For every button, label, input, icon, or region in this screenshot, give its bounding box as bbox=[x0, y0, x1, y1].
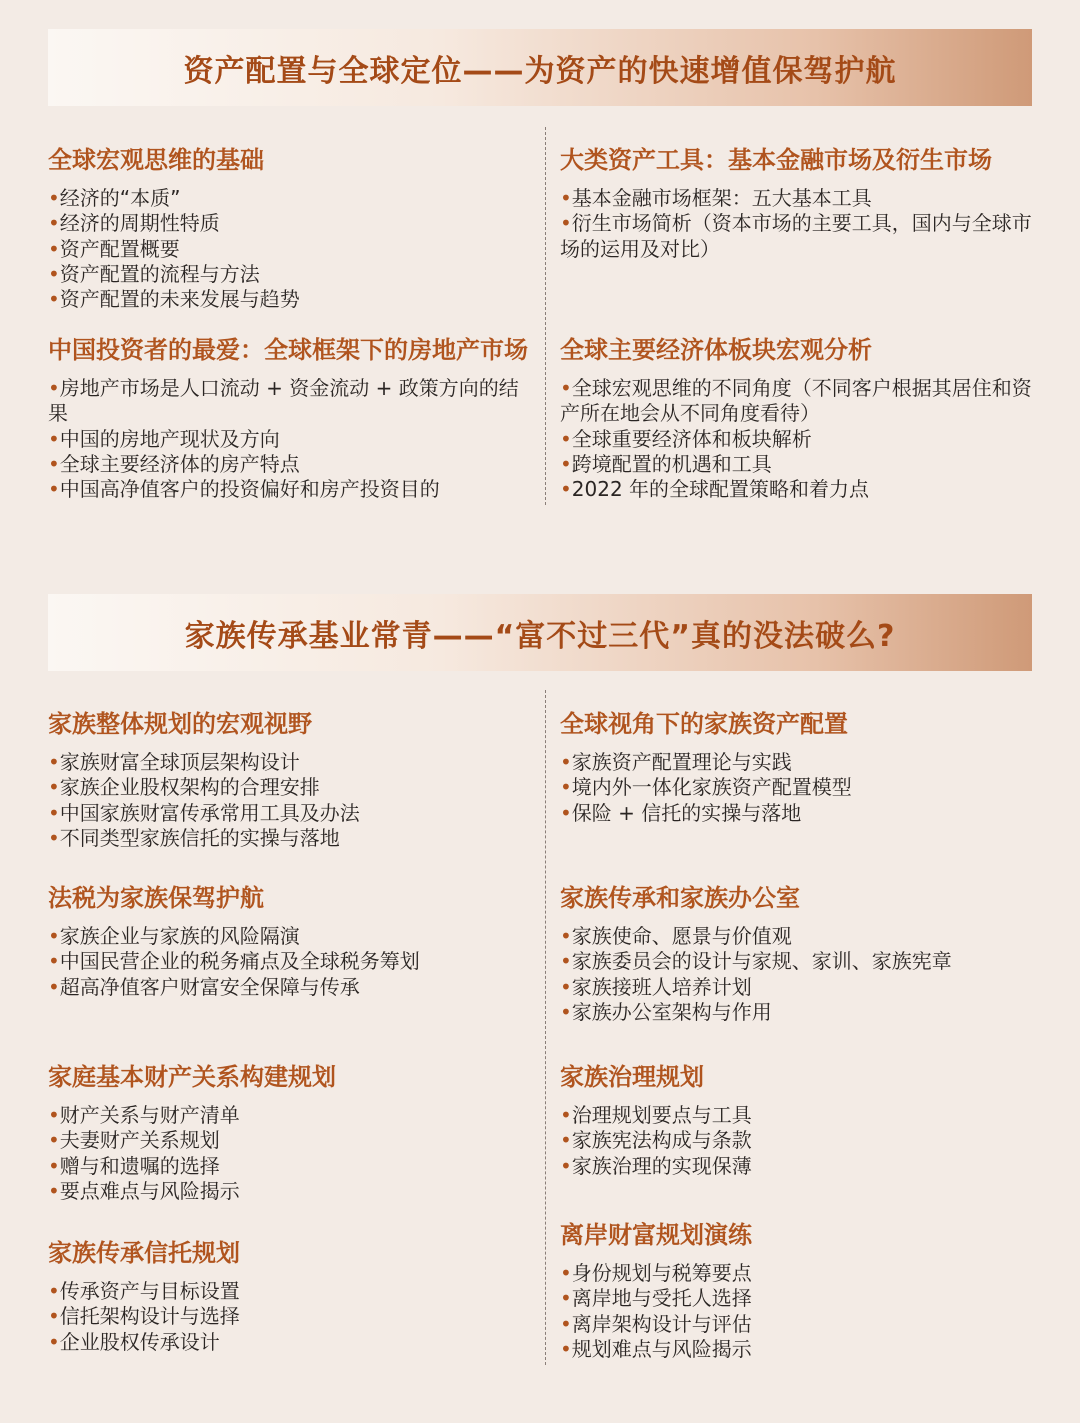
block-family-trust bbox=[48, 1237, 538, 1355]
list-item: • 不同类型家族信托的实操与落地 bbox=[48, 826, 538, 851]
block-title: 离岸财富规划演练 bbox=[560, 1221, 752, 1249]
item-list bbox=[48, 750, 538, 851]
list-item: • 家族接班人培养计划 bbox=[560, 975, 1040, 1000]
list-item: • 家族委员会的设计与家规、家训、家族宪章 bbox=[560, 949, 1040, 974]
block-title: 家族传承信托规划 bbox=[48, 1239, 240, 1267]
block-family-asset-allocation bbox=[560, 708, 1040, 826]
block-family-planning bbox=[48, 708, 538, 851]
block-title: 家庭基本财产关系构建规划 bbox=[48, 1063, 336, 1091]
list-item: • 经济的周期性特质 bbox=[48, 211, 538, 236]
list-item: • 家族财富全球顶层架构设计 bbox=[48, 750, 538, 775]
list-item: • 离岸地与受托人选择 bbox=[560, 1286, 1040, 1311]
item-list bbox=[560, 186, 1040, 262]
block-real-estate bbox=[48, 334, 538, 502]
item-list bbox=[560, 1103, 1040, 1179]
list-item: • 要点难点与风险揭示 bbox=[48, 1179, 538, 1204]
list-item: • 规划难点与风险揭示 bbox=[560, 1337, 1040, 1362]
list-item: • 传承资产与目标设置 bbox=[48, 1279, 538, 1304]
list-item: • 经济的“本质” bbox=[48, 186, 538, 211]
list-item: • 全球主要经济体的房产特点 bbox=[48, 452, 538, 477]
list-item: • 家族治理的实现保薄 bbox=[560, 1154, 1040, 1179]
block-title: 家族传承和家族办公室 bbox=[560, 884, 800, 912]
item-list bbox=[48, 1279, 538, 1355]
section2-title: 家族传承基业常青——“富不过三代”真的没法破么? bbox=[184, 618, 896, 654]
item-list bbox=[48, 1103, 538, 1204]
list-item: • 中国家族财富传承常用工具及办法 bbox=[48, 801, 538, 826]
list-item: • 家族使命、愿景与价值观 bbox=[560, 924, 1040, 949]
list-item: • 财产关系与财产清单 bbox=[48, 1103, 538, 1128]
list-item: • 全球宏观思维的不同角度（不同客户根据其居住和资产所在地会从不同角度看待） bbox=[560, 376, 1040, 427]
list-item: • 中国的房地产现状及方向 bbox=[48, 427, 538, 452]
list-item: • 资产配置的流程与方法 bbox=[48, 262, 538, 287]
list-item: • 赠与和遗嘱的选择 bbox=[48, 1154, 538, 1179]
section2-banner bbox=[48, 594, 1032, 671]
block-title: 中国投资者的最爱：全球框架下的房地产市场 bbox=[48, 336, 528, 364]
item-list bbox=[560, 750, 1040, 826]
list-item: • 家族企业与家族的风险隔演 bbox=[48, 924, 538, 949]
item-list bbox=[48, 186, 538, 312]
item-list bbox=[560, 1261, 1040, 1362]
block-title: 法税为家族保驾护航 bbox=[48, 884, 264, 912]
list-item: • 2022 年的全球配置策略和着力点 bbox=[560, 477, 1040, 502]
block-title: 全球宏观思维的基础 bbox=[48, 146, 264, 174]
list-item: • 身份规划与税筹要点 bbox=[560, 1261, 1040, 1286]
list-item: • 夫妻财产关系规划 bbox=[48, 1128, 538, 1153]
list-item: • 资产配置的未来发展与趋势 bbox=[48, 287, 538, 312]
list-item: • 家族资产配置理论与实践 bbox=[560, 750, 1040, 775]
list-item: • 中国高净值客户的投资偏好和房产投资目的 bbox=[48, 477, 538, 502]
list-item: • 衍生市场简析（资本市场的主要工具，国内与全球市场的运用及对比） bbox=[560, 211, 1040, 262]
block-family-governance bbox=[560, 1061, 1040, 1179]
list-item: • 全球重要经济体和板块解析 bbox=[560, 427, 1040, 452]
list-item: • 中国民营企业的税务痛点及全球税务筹划 bbox=[48, 949, 538, 974]
item-list bbox=[48, 376, 538, 502]
section2-divider bbox=[545, 690, 546, 1365]
list-item: • 资产配置概要 bbox=[48, 237, 538, 262]
list-item: • 企业股权传承设计 bbox=[48, 1330, 538, 1355]
section1-title: 资产配置与全球定位——为资产的快速增值保驾护航 bbox=[183, 53, 897, 89]
block-asset-tools bbox=[560, 144, 1040, 262]
list-item: • 房地产市场是人口流动 + 资金流动 + 政策方向的结果 bbox=[48, 376, 538, 427]
block-household-property bbox=[48, 1061, 538, 1204]
list-item: • 跨境配置的机遇和工具 bbox=[560, 452, 1040, 477]
list-item: • 信托架构设计与选择 bbox=[48, 1304, 538, 1329]
block-global-macro-basics bbox=[48, 144, 538, 312]
item-list bbox=[560, 376, 1040, 502]
block-family-office bbox=[560, 882, 1040, 1025]
list-item: • 基本金融市场框架：五大基本工具 bbox=[560, 186, 1040, 211]
item-list bbox=[560, 924, 1040, 1025]
list-item: • 家族宪法构成与条款 bbox=[560, 1128, 1040, 1153]
block-title: 家族整体规划的宏观视野 bbox=[48, 710, 312, 738]
block-title: 家族治理规划 bbox=[560, 1063, 704, 1091]
list-item: • 治理规划要点与工具 bbox=[560, 1103, 1040, 1128]
item-list bbox=[48, 924, 538, 1000]
list-item: • 家族企业股权架构的合理安排 bbox=[48, 775, 538, 800]
section1-divider bbox=[545, 127, 546, 505]
section1-banner bbox=[48, 29, 1032, 106]
block-title: 全球视角下的家族资产配置 bbox=[560, 710, 848, 738]
list-item: • 境内外一体化家族资产配置模型 bbox=[560, 775, 1040, 800]
block-legal-tax bbox=[48, 882, 538, 1000]
list-item: • 离岸架构设计与评估 bbox=[560, 1312, 1040, 1337]
list-item: • 保险 + 信托的实操与落地 bbox=[560, 801, 1040, 826]
list-item: • 超高净值客户财富安全保障与传承 bbox=[48, 975, 538, 1000]
list-item: • 家族办公室架构与作用 bbox=[560, 1000, 1040, 1025]
block-offshore-planning bbox=[560, 1219, 1040, 1362]
block-title: 大类资产工具：基本金融市场及衍生市场 bbox=[560, 146, 992, 174]
block-title: 全球主要经济体板块宏观分析 bbox=[560, 336, 872, 364]
block-economy-analysis bbox=[560, 334, 1040, 502]
